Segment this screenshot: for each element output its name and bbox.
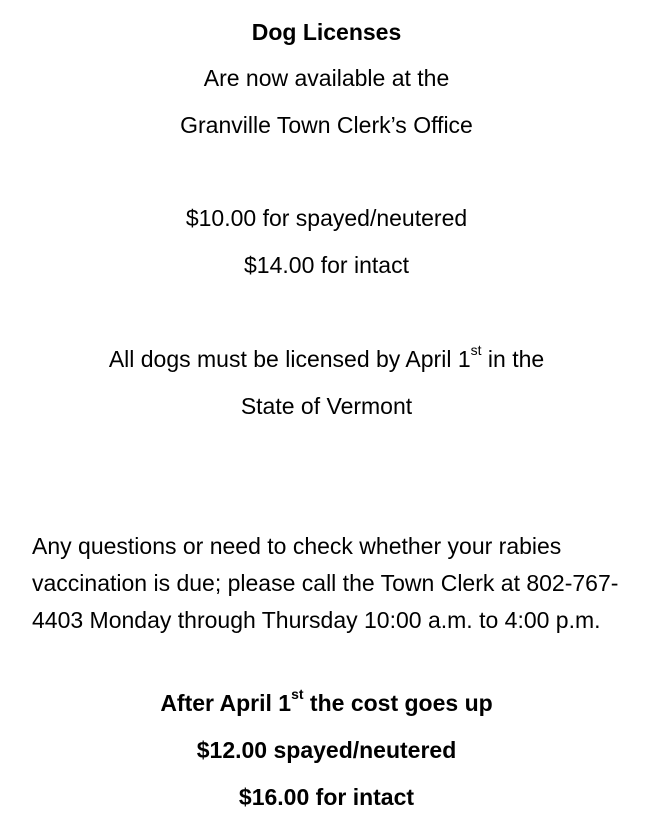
availability-line-2: Granville Town Clerk’s Office xyxy=(180,112,473,138)
requirement-text-after: in the xyxy=(481,346,545,372)
late-fee-heading xyxy=(0,686,653,717)
contact-paragraph: Any questions or need to check whether your rabies vaccination is due; please call the Town Clerk at 802-767-4403 Monday through Thursday 10:00 a.m. to 4:00 p.m. xyxy=(32,533,619,633)
availability-line-1: Are now available at the xyxy=(203,65,450,91)
requirement-ordinal-suffix: st xyxy=(470,342,482,359)
notice-title: Dog Licenses xyxy=(251,19,402,45)
late-fee-intact: $16.00 for intact xyxy=(238,784,415,810)
late-text-after: the cost goes up xyxy=(303,690,493,716)
fee-intact: $14.00 for intact xyxy=(244,252,409,278)
license-requirement-line-2: State of Vermont xyxy=(240,393,413,419)
license-requirement-line-1 xyxy=(0,342,653,373)
fee-spayed-neutered: $10.00 for spayed/neutered xyxy=(185,205,468,231)
late-fee-spayed-neutered: $12.00 spayed/neutered xyxy=(196,737,457,763)
late-text-before: After April 1 xyxy=(160,690,292,716)
requirement-text-before: All dogs must be licensed by April 1 xyxy=(108,346,471,372)
late-ordinal-suffix: st xyxy=(291,686,304,703)
